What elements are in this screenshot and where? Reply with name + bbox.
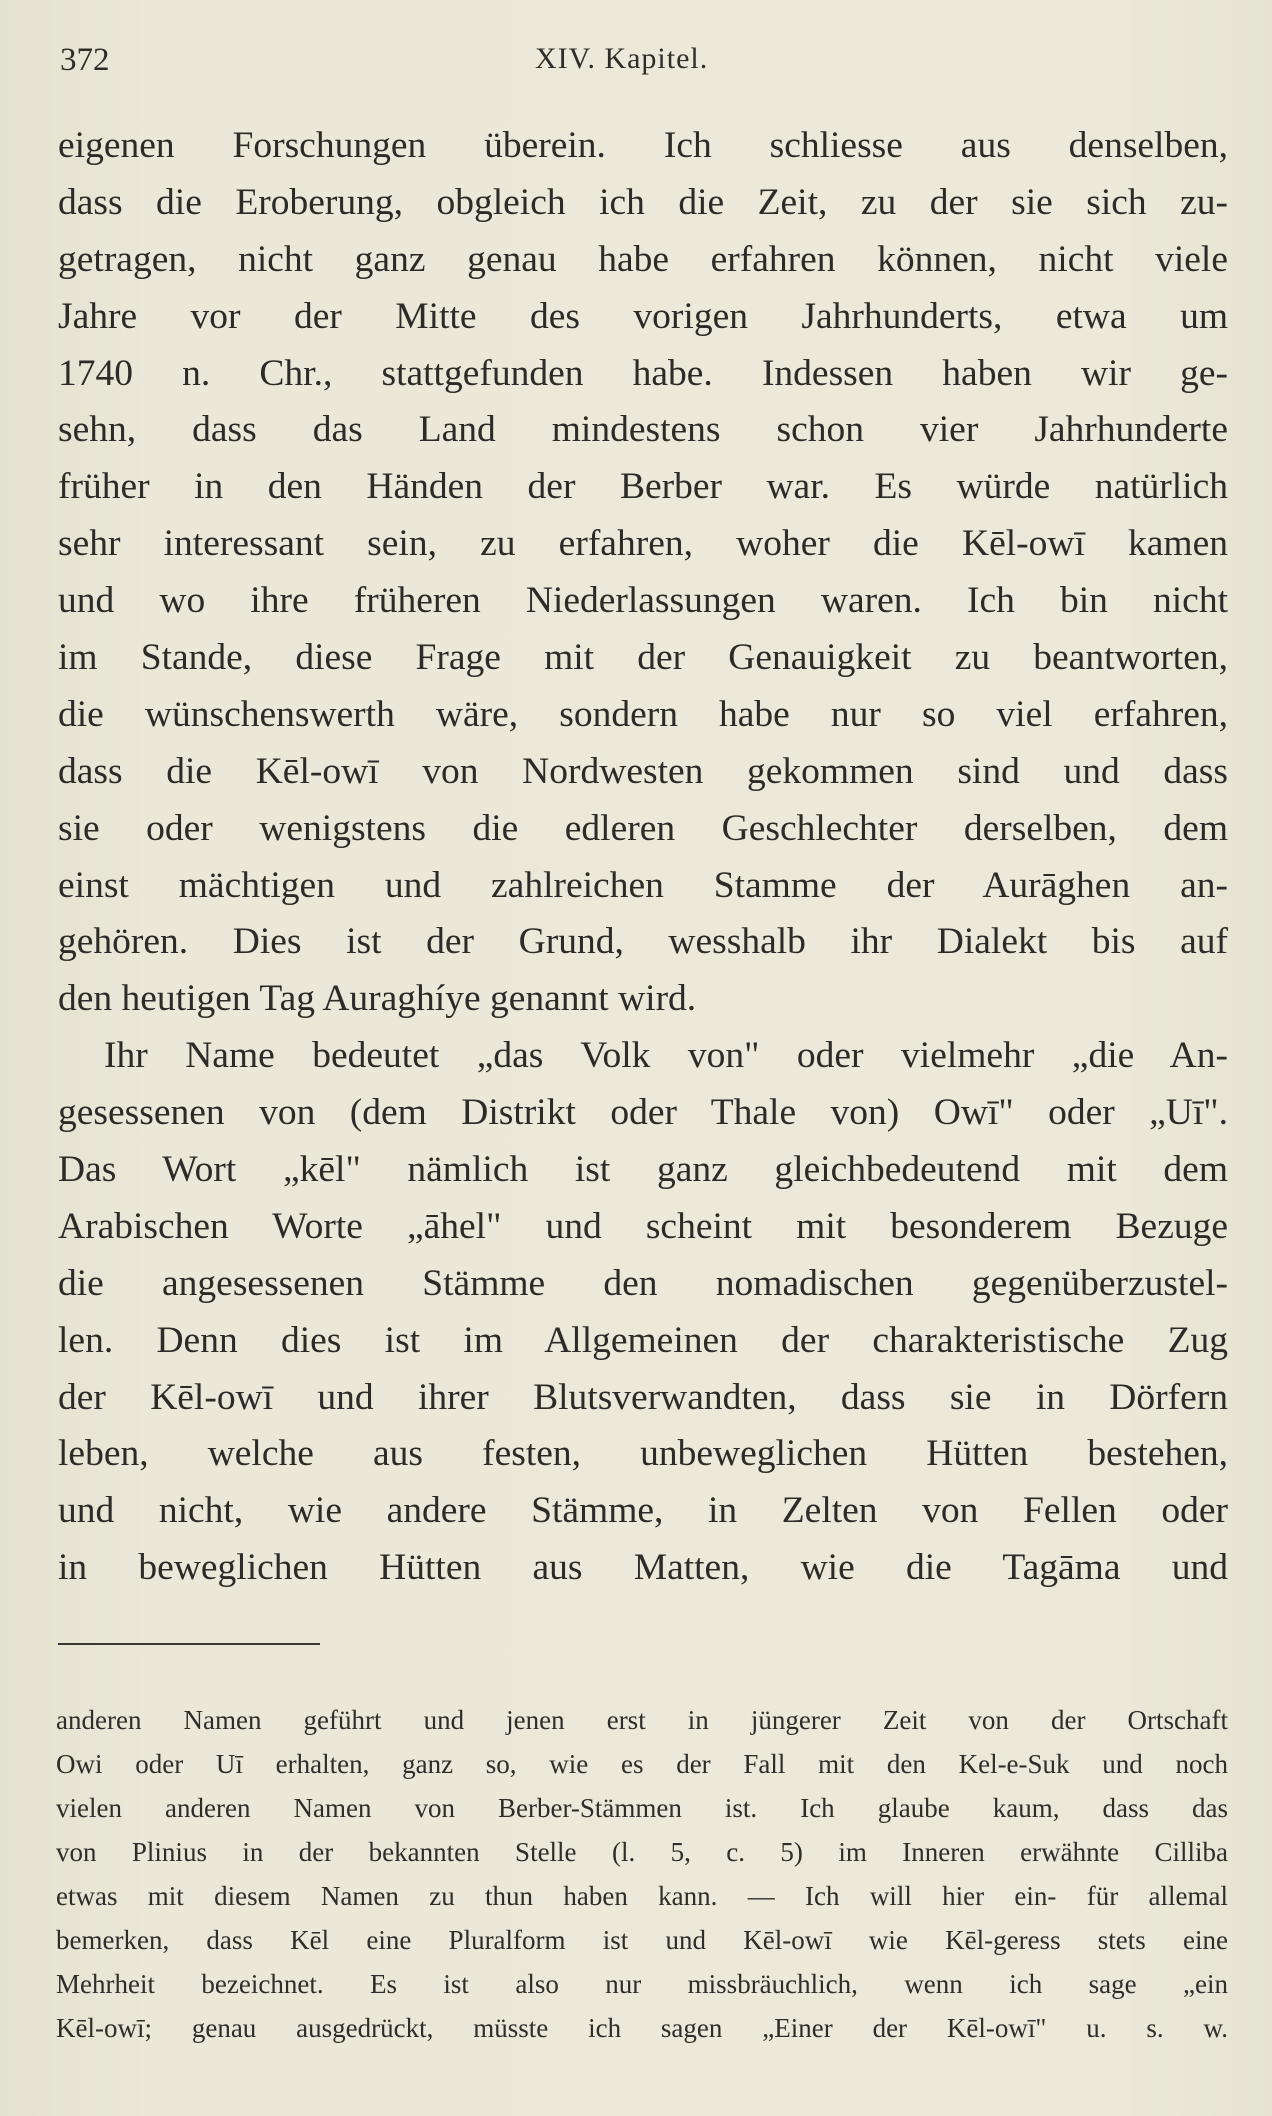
footnote-line: Owi oder Uī erhalten, ganz so, wie es der Fall mit den Kel-e-Suk und noch <box>56 1749 1228 1779</box>
page-header <box>60 42 1230 88</box>
text-line: len. Denn dies ist im Allgemeinen der charakteristische Zug <box>58 1319 1228 1361</box>
text-line: in beweglichen Hütten aus Matten, wie die Tagāma und <box>58 1547 1228 1589</box>
text-line: der Kēl-owī und ihrer Blutsverwandten, dass sie in Dörfern <box>58 1376 1228 1418</box>
text-line: Ihr Name bedeutet „das Volk von" oder vielmehr „die An- <box>104 1035 1228 1077</box>
text-line: einst mächtigen und zahlreichen Stamme der Aurāghen an- <box>58 864 1228 906</box>
footnote-rule <box>58 1643 320 1645</box>
footnote-line: Mehrheit bezeichnet. Es ist also nur missbräuchlich, wenn ich sage „ein <box>56 1969 1228 1999</box>
text-line: und nicht, wie andere Stämme, in Zelten von Fellen oder <box>58 1490 1228 1532</box>
text-line: eigenen Forschungen überein. Ich schliesse aus denselben, <box>58 125 1228 166</box>
text-line: sehr interessant sein, zu erfahren, woher die Kēl-owī kamen <box>58 523 1228 565</box>
footnote-line: etwas mit diesem Namen zu thun haben kann. — Ich will hier ein- für allemal <box>56 1881 1228 1911</box>
footnote-line: anderen Namen geführt und jenen erst in jüngerer Zeit von der Ortschaft <box>56 1705 1228 1735</box>
text-line: und wo ihre früheren Niederlassungen waren. Ich bin nicht <box>58 580 1228 622</box>
text-line: gesessenen von (dem Distrikt oder Thale von) Owī" oder „Uī". <box>58 1092 1228 1134</box>
footnote-line: bemerken, dass Kēl eine Pluralform ist und Kēl-owī wie Kēl-geress stets eine <box>56 1925 1228 1955</box>
running-head: XIV. Kapitel. <box>535 42 709 75</box>
text-line: früher in den Händen der Berber war. Es würde natürlich <box>58 466 1228 508</box>
text-line: sehn, dass das Land mindestens schon vier Jahrhunderte <box>58 409 1228 451</box>
text-line: leben, welche aus festen, unbeweglichen Hütten bestehen, <box>58 1433 1228 1475</box>
text-line: getragen, nicht ganz genau habe erfahren können, nicht viele <box>58 238 1228 280</box>
text-line: Arabischen Worte „āhel" und scheint mit besonderem Bezuge <box>58 1205 1228 1247</box>
footnote-line: Kēl-owī; genau ausgedrückt, müsste ich sagen „Einer der Kēl-owī" u. s. w. <box>56 2013 1228 2043</box>
text-line: den heutigen Tag Auraghíye genannt wird. <box>58 978 697 1020</box>
text-line: Jahre vor der Mitte des vorigen Jahrhunderts, etwa um <box>58 295 1228 337</box>
body-text <box>58 118 1228 1597</box>
text-line: die angesessenen Stämme den nomadischen gegenüberzustel- <box>58 1262 1228 1304</box>
text-line: dass die Eroberung, obgleich ich die Zeit, zu der sie sich zu- <box>58 181 1228 223</box>
text-line: sie oder wenigstens die edleren Geschlechter derselben, dem <box>58 807 1228 849</box>
text-line: die wünschenswerth wäre, sondern habe nur so viel erfahren, <box>58 693 1228 735</box>
text-line: Das Wort „kēl" nämlich ist ganz gleichbedeutend mit dem <box>58 1149 1228 1191</box>
footnote-line: von Plinius in der bekannten Stelle (l. 5, c. 5) im Inneren erwähnte Cilliba <box>56 1837 1228 1867</box>
text-line: gehören. Dies ist der Grund, wesshalb ihr Dialekt bis auf <box>58 921 1228 963</box>
text-line: im Stande, diese Frage mit der Genauigkeit zu beantworten, <box>58 637 1228 679</box>
page-number: 372 <box>60 42 110 78</box>
text-line: 1740 n. Chr., stattgefunden habe. Indessen haben wir ge- <box>58 352 1228 394</box>
footnote <box>56 1698 1228 2050</box>
footnote-line: vielen anderen Namen von Berber-Stämmen ist. Ich glaube kaum, dass das <box>56 1793 1228 1823</box>
text-line: dass die Kēl-owī von Nordwesten gekommen sind und dass <box>58 750 1228 792</box>
